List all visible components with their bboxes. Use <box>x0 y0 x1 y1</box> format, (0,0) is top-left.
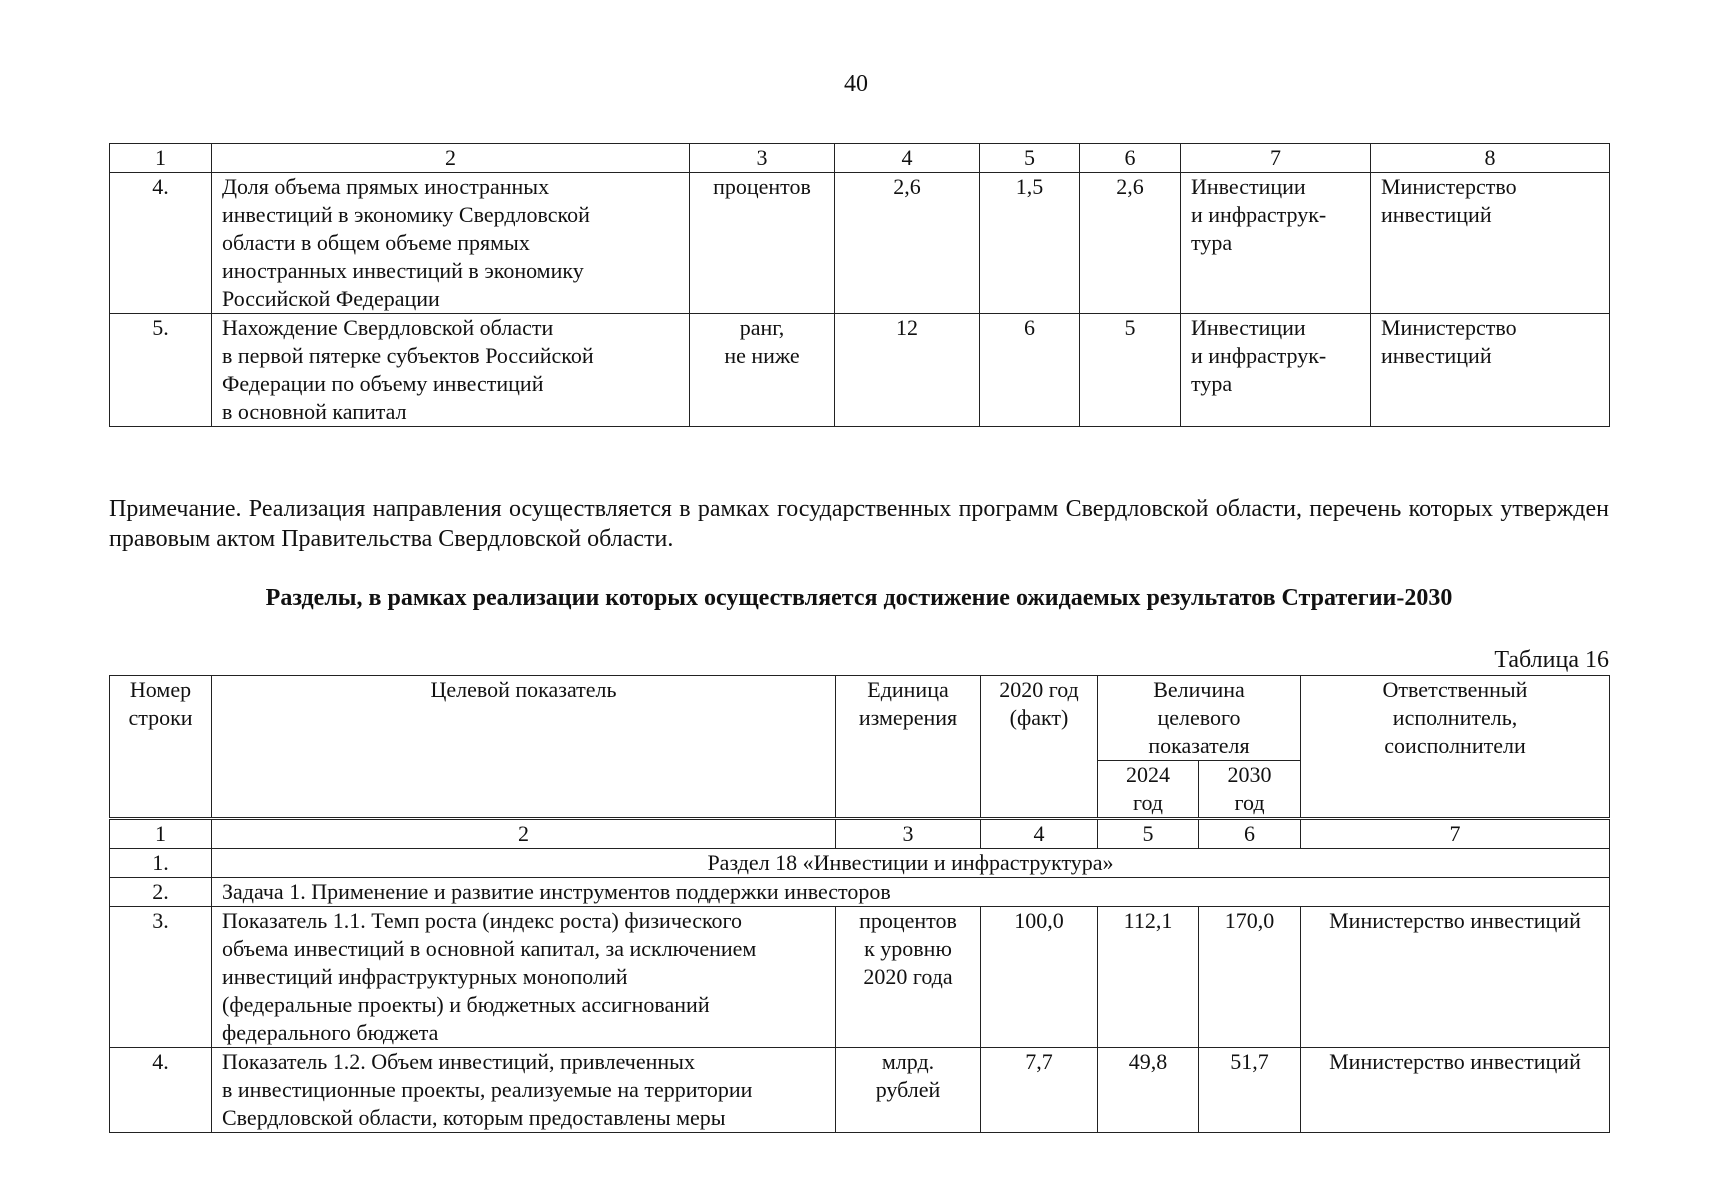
continuation-table <box>109 143 1610 427</box>
column-number: 3 <box>690 144 835 173</box>
value-2024-cell: 1,5 <box>980 173 1080 314</box>
value-2024-cell: 112,1 <box>1098 907 1199 1048</box>
table-row <box>110 878 1610 907</box>
table16-body <box>109 819 1610 1133</box>
indicator-cell: Показатель 1.1. Темп роста (индекс роста) физического объема инвестиций в основной капитал, за исключением инвестиций инфраструктурных монополий (федеральные проекты) и бюджетных ассигнований федерального бюджета <box>212 907 836 1048</box>
column-number: 8 <box>1371 144 1610 173</box>
value-2030-cell: 2,6 <box>1080 173 1181 314</box>
row-number: 1. <box>110 849 212 878</box>
table-row <box>110 173 1610 314</box>
indicator-cell: Нахождение Свердловской области в первой пятерке субъектов Российской Федерации по объему инвестиций в основной капитал <box>212 314 690 427</box>
executor-cell: Министерство инвестиций <box>1301 1048 1610 1133</box>
fact-2020-header: 2020 год (факт) <box>981 676 1098 818</box>
column-number: 6 <box>1199 820 1301 849</box>
column-number: 6 <box>1080 144 1181 173</box>
table-row <box>110 1048 1610 1133</box>
value-2020-cell: 12 <box>835 314 980 427</box>
column-number: 7 <box>1181 144 1371 173</box>
year-2030-header: 2030 год <box>1199 761 1301 818</box>
column-number: 7 <box>1301 820 1610 849</box>
value-2024-cell: 49,8 <box>1098 1048 1199 1133</box>
column-number: 5 <box>1098 820 1199 849</box>
indicator-cell: Доля объема прямых иностранных инвестиций в экономику Свердловской области в общем объеме прямых иностранных инвестиций в экономику Российской Федерации <box>212 173 690 314</box>
value-2030-cell: 5 <box>1080 314 1181 427</box>
executor-cell: Министерство инвестиций <box>1301 907 1610 1048</box>
column-number: 4 <box>835 144 980 173</box>
indicator-cell: Показатель 1.2. Объем инвестиций, привлеченных в инвестиционные проекты, реализуемые на территории Свердловской области, которым предоставлены меры <box>212 1048 836 1133</box>
row-number-header: Номер строки <box>110 676 212 818</box>
value-2030-cell: 51,7 <box>1199 1048 1301 1133</box>
section-title: Разделы, в рамках реализации которых осуществляется достижение ожидаемых результатов Стратегии-2030 <box>265 585 1453 611</box>
column-number: 2 <box>212 820 836 849</box>
task-row-title: Задача 1. Применение и развитие инструментов поддержки инвесторов <box>212 878 1610 907</box>
unit-header: Единица измерения <box>836 676 981 818</box>
value-2024-cell: 6 <box>980 314 1080 427</box>
value-2030-cell: 170,0 <box>1199 907 1301 1048</box>
unit-cell: ранг, не ниже <box>690 314 835 427</box>
row-number: 4. <box>110 173 212 314</box>
fact-2020-cell: 7,7 <box>981 1048 1098 1133</box>
section-row-title: Раздел 18 «Инвестиции и инфраструктура» <box>212 849 1610 878</box>
column-number: 4 <box>981 820 1098 849</box>
indicator-header: Целевой показатель <box>212 676 836 818</box>
column-number: 3 <box>836 820 981 849</box>
executor-cell: Министерство инвестиций <box>1371 314 1610 427</box>
target-value-header: Величина целевого показателя <box>1098 676 1301 761</box>
unit-cell: процентов <box>690 173 835 314</box>
column-numbers-row <box>110 820 1610 849</box>
table-row <box>110 907 1610 1048</box>
table16-header <box>109 675 1610 818</box>
section-cell: Инвестиции и инфраструк- тура <box>1181 173 1371 314</box>
row-number: 5. <box>110 314 212 427</box>
column-number: 1 <box>110 820 212 849</box>
column-number: 5 <box>980 144 1080 173</box>
unit-cell: млрд. рублей <box>836 1048 981 1133</box>
table-caption: Таблица 16 <box>1494 647 1609 673</box>
section-cell: Инвестиции и инфраструк- тура <box>1181 314 1371 427</box>
value-2020-cell: 2,6 <box>835 173 980 314</box>
unit-cell: процентов к уровню 2020 года <box>836 907 981 1048</box>
table-row <box>110 849 1610 878</box>
row-number: 4. <box>110 1048 212 1133</box>
table-header-row <box>110 144 1610 173</box>
row-number: 3. <box>110 907 212 1048</box>
column-number: 2 <box>212 144 690 173</box>
executor-cell: Министерство инвестиций <box>1371 173 1610 314</box>
row-number: 2. <box>110 878 212 907</box>
fact-2020-cell: 100,0 <box>981 907 1098 1048</box>
year-2024-header: 2024 год <box>1098 761 1199 818</box>
table-row <box>110 314 1610 427</box>
note-paragraph: Примечание. Реализация направления осуществляется в рамках государственных программ Свердловской области, перечень которых утвержден правовым актом Правительства Свердловской области. <box>109 496 1609 552</box>
executor-header: Ответственный исполнитель, соисполнители <box>1301 676 1610 818</box>
page-number: 40 <box>844 71 868 97</box>
column-number: 1 <box>110 144 212 173</box>
